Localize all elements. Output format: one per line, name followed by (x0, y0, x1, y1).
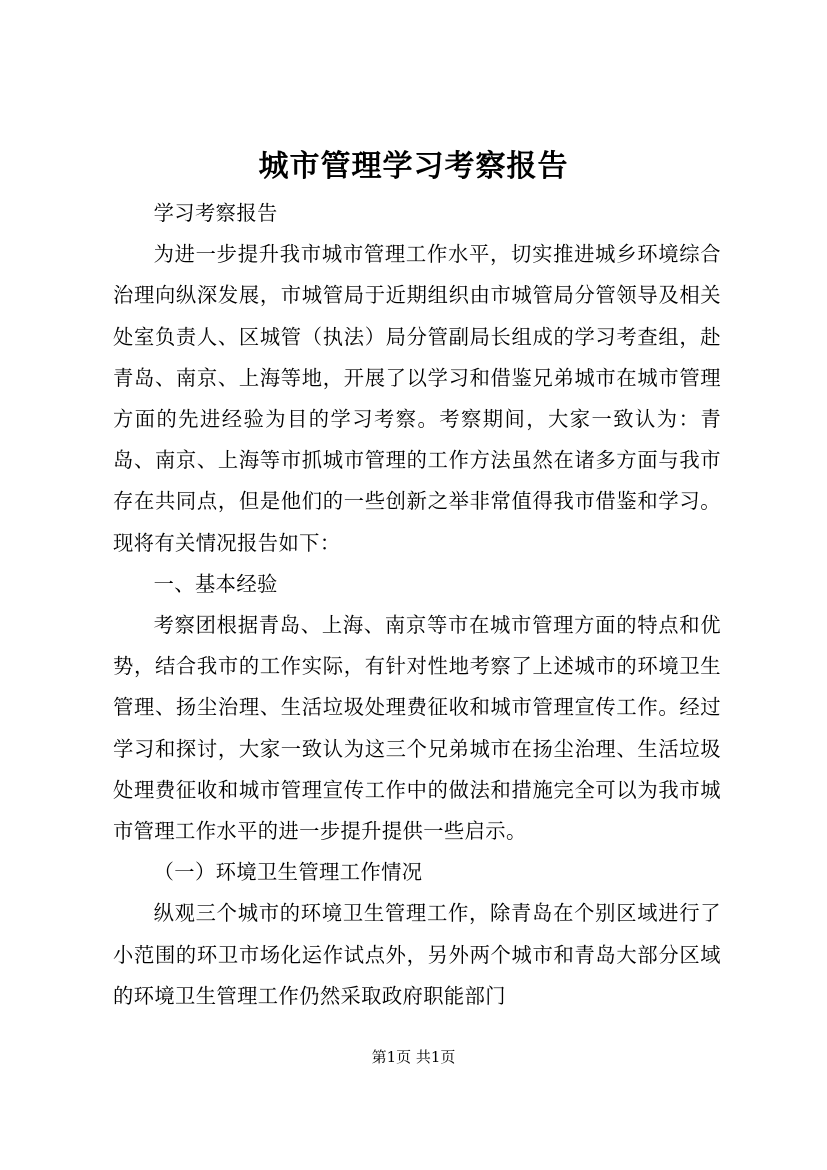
paragraph-subtitle: 学习考察报告 (153, 201, 278, 225)
subsection-heading-sanitation: （一）环境卫生管理工作情况 (153, 860, 423, 885)
page-footer: 第1页 共1页 (371, 1048, 456, 1066)
section-heading-basic-experience: 一、基本经验 (153, 571, 278, 596)
paragraph-intro: 为进一步提升我市城市管理工作水平，切实推进城乡环境综合治理向纵深发展，市城管局于近期组织由市城管局分管领导及相关处室负责人、区城管（执法）局分管副局长组成的学习考查组，赴青岛、南京、上海等地，开展了以学习和借鉴兄弟城市在城市管理方面的先进经验为目的学习考察。考察期间，大家一致认为：青岛、南京、上海等市抓城市管理的工作方法虽然在诸多方面与我市存在共同点，但是他们的一些创新之举非常值得我市借鉴和学习。现将有关情况报告如下： (113, 242, 721, 555)
document-title: 城市管理学习考察报告 (258, 149, 569, 184)
document-body (113, 193, 721, 1017)
paragraph-experience: 考察团根据青岛、上海、南京等市在城市管理方面的特点和优势，结合我市的工作实际，有针对性地考察了上述城市的环境卫生管理、扬尘治理、生活垃圾处理费征收和城市管理宣传工作。经过学习和探讨，大家一致认为这三个兄弟城市在扬尘治理、生活垃圾处理费征收和城市管理宣传工作中的做法和措施完全可以为我市城市管理工作水平的进一步提升提供一些启示。 (113, 613, 721, 844)
paragraph-sanitation: 纵观三个城市的环境卫生管理工作，除青岛在个别区域进行了小范围的环卫市场化运作试点外，另外两个城市和青岛大部分区域的环境卫生管理工作仍然采取政府职能部门 (113, 901, 721, 1008)
